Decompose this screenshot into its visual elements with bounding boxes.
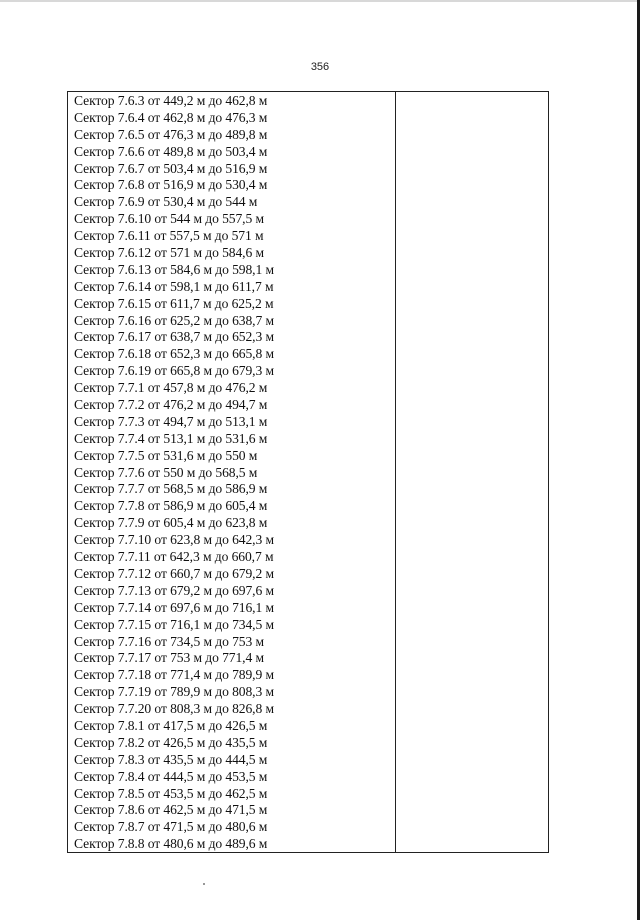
sector-line: Сектор 7.6.7 от 503,4 м до 516,9 м xyxy=(74,160,268,176)
sector-line: Сектор 7.8.2 от 426,5 м до 435,5 м xyxy=(74,734,268,750)
scan-speck xyxy=(203,883,205,885)
sector-line: Сектор 7.6.9 от 530,4 м до 544 м xyxy=(74,194,258,210)
sector-line: Сектор 7.6.11 от 557,5 м до 571 м xyxy=(74,228,264,244)
sector-line: Сектор 7.6.18 от 652,3 м до 665,8 м xyxy=(74,346,274,362)
scan-top-edge xyxy=(0,0,640,2)
sector-line: Сектор 7.6.4 от 462,8 м до 476,3 м xyxy=(74,109,268,125)
sector-line: Сектор 7.6.12 от 571 м до 584,6 м xyxy=(74,245,264,261)
sector-line: Сектор 7.7.19 от 789,9 м до 808,3 м xyxy=(74,684,274,700)
sector-line: Сектор 7.7.16 от 734,5 м до 753 м xyxy=(74,633,264,649)
sector-line: Сектор 7.6.6 от 489,8 м до 503,4 м xyxy=(74,143,268,159)
sector-line: Сектор 7.7.8 от 586,9 м до 605,4 м xyxy=(74,498,268,514)
sector-line: Сектор 7.6.8 от 516,9 м до 530,4 м xyxy=(74,177,268,193)
sector-line: Сектор 7.7.1 от 457,8 м до 476,2 м xyxy=(74,380,268,396)
sector-line: Сектор 7.8.1 от 417,5 м до 426,5 м xyxy=(74,717,268,733)
sector-line: Сектор 7.8.6 от 462,5 м до 471,5 м xyxy=(74,802,268,818)
sector-line: Сектор 7.8.3 от 435,5 м до 444,5 м xyxy=(74,751,268,767)
sector-line: Сектор 7.7.2 от 476,2 м до 494,7 м xyxy=(74,397,268,413)
sector-line: Сектор 7.8.8 от 480,6 м до 489,6 м xyxy=(74,836,268,852)
sector-line: Сектор 7.7.20 от 808,3 м до 826,8 м xyxy=(74,701,274,717)
sector-line: Сектор 7.7.18 от 771,4 м до 789,9 м xyxy=(74,667,274,683)
sector-line: Сектор 7.7.5 от 531,6 м до 550 м xyxy=(74,447,258,463)
sector-line: Сектор 7.7.3 от 494,7 м до 513,1 м xyxy=(74,413,268,429)
sector-line: Сектор 7.8.5 от 453,5 м до 462,5 м xyxy=(74,785,268,801)
sector-line: Сектор 7.6.19 от 665,8 м до 679,3 м xyxy=(74,363,274,379)
sector-line: Сектор 7.6.14 от 598,1 м до 611,7 м xyxy=(74,278,274,294)
sector-line: Сектор 7.6.3 от 449,2 м до 462,8 м xyxy=(74,93,268,108)
sector-line: Сектор 7.7.6 от 550 м до 568,5 м xyxy=(74,464,258,480)
sector-line: Сектор 7.7.12 от 660,7 м до 679,2 м xyxy=(74,565,274,581)
sector-line: Сектор 7.7.14 от 697,6 м до 716,1 м xyxy=(74,599,274,615)
sector-line: Сектор 7.6.5 от 476,3 м до 489,8 м xyxy=(74,126,268,142)
sector-line: Сектор 7.7.13 от 679,2 м до 697,6 м xyxy=(74,582,274,598)
sector-line: Сектор 7.6.13 от 584,6 м до 598,1 м xyxy=(74,261,274,277)
sector-line: Сектор 7.6.17 от 638,7 м до 652,3 м xyxy=(74,329,274,345)
sector-line: Сектор 7.7.10 от 623,8 м до 642,3 м xyxy=(74,532,274,548)
sector-list-cell xyxy=(68,92,396,853)
sector-line: Сектор 7.6.10 от 544 м до 557,5 м xyxy=(74,211,264,227)
sector-line: Сектор 7.7.11 от 642,3 м до 660,7 м xyxy=(74,549,274,565)
sector-line: Сектор 7.7.4 от 513,1 м до 531,6 м xyxy=(74,430,268,446)
sector-line: Сектор 7.8.4 от 444,5 м до 453,5 м xyxy=(74,768,268,784)
table-row xyxy=(68,92,549,853)
sector-line: Сектор 7.6.15 от 611,7 м до 625,2 м xyxy=(74,295,274,311)
sector-line: Сектор 7.7.15 от 716,1 м до 734,5 м xyxy=(74,616,274,632)
sector-list xyxy=(68,92,395,852)
sector-table xyxy=(67,91,549,853)
empty-cell xyxy=(396,92,549,853)
page-number: 356 xyxy=(310,61,330,73)
sector-line: Сектор 7.7.9 от 605,4 м до 623,8 м xyxy=(74,515,268,531)
sector-line: Сектор 7.7.7 от 568,5 м до 586,9 м xyxy=(74,481,268,497)
sector-line: Сектор 7.6.16 от 625,2 м до 638,7 м xyxy=(74,312,274,328)
sector-line: Сектор 7.8.7 от 471,5 м до 480,6 м xyxy=(74,819,268,835)
sector-line: Сектор 7.7.17 от 753 м до 771,4 м xyxy=(74,650,264,666)
